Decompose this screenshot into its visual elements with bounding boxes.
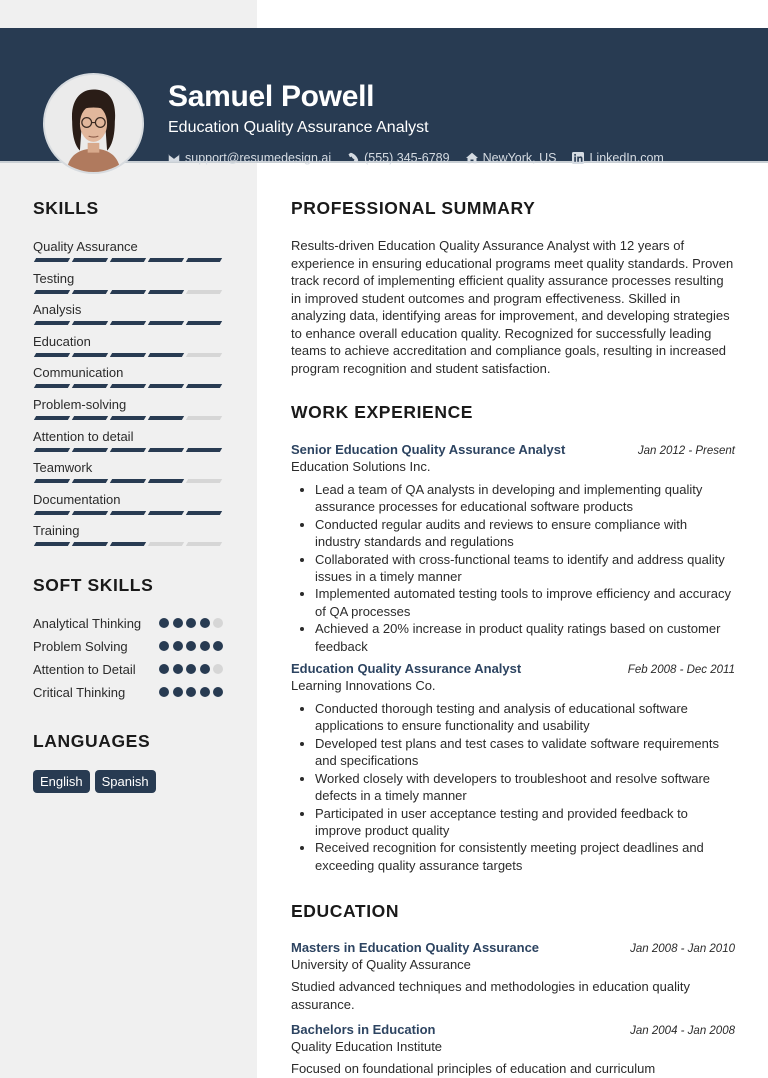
level-segment [110, 511, 146, 515]
skill-name: Problem-solving [33, 396, 127, 412]
job-bullet: • Received recognition for consistently meeting project deadlines and exceeding quality assurance targets [315, 839, 735, 874]
job-date: Feb 2008 - Dec 2011 [627, 664, 735, 677]
job-role: Senior Education Quality Assurance Analyst [291, 442, 566, 457]
level-segment [72, 384, 108, 388]
home-icon [466, 152, 478, 164]
rating-dot-icon [213, 664, 223, 674]
rating-dot-icon [173, 664, 183, 674]
avatar [43, 73, 144, 174]
level-segment [110, 353, 146, 357]
skill-level-bar [33, 448, 228, 452]
level-segment [186, 479, 222, 483]
skills-list [33, 239, 228, 555]
level-segment [34, 384, 70, 388]
level-segment [148, 321, 184, 325]
contact-email-text: support@resumedesign.ai [185, 151, 332, 165]
profile-photo-icon [45, 75, 142, 172]
level-segment [72, 290, 108, 294]
education-degree: Bachelors in Education [291, 1022, 436, 1038]
contact-phone-text: (555) 345-6789 [364, 151, 450, 165]
job-company: Learning Innovations Co. [291, 678, 436, 694]
language-badge: Spanish [95, 770, 156, 793]
contact-location [466, 151, 557, 165]
job-bullet: • Collaborated with cross-functional teams to identify and address quality issues in a timely manner [315, 551, 735, 586]
level-segment [186, 353, 222, 357]
candidate-name: Samuel Powell [168, 80, 375, 113]
level-segment [34, 448, 70, 452]
soft-skill-name: Critical Thinking [33, 684, 126, 700]
level-segment [148, 290, 184, 294]
soft-skills-heading: SOFT SKILLS [33, 574, 154, 595]
soft-skills-list [33, 615, 228, 701]
skill-item [33, 302, 228, 334]
soft-skill-item [33, 684, 228, 701]
rating-dot-icon [213, 687, 223, 697]
level-segment [148, 511, 184, 515]
level-segment [72, 416, 108, 420]
rating-dot-icon [200, 664, 210, 674]
soft-skill-item [33, 638, 228, 655]
envelope-icon [168, 152, 180, 164]
skill-level-bar [33, 479, 228, 483]
job-bullet: • Developed test plans and test cases to validate software requirements and specifications [315, 735, 735, 770]
rating-dot-icon [186, 687, 196, 697]
rating-dot-icon [186, 618, 196, 628]
level-segment [34, 511, 70, 515]
soft-skill-rating [159, 661, 223, 674]
contact-email[interactable] [168, 151, 331, 165]
skill-name: Testing [33, 270, 75, 286]
rating-dot-icon [186, 641, 196, 651]
level-segment [72, 258, 108, 262]
skill-name: Analysis [33, 302, 82, 318]
level-segment [72, 448, 108, 452]
skill-level-bar [33, 511, 228, 515]
sidebar [33, 198, 228, 793]
level-segment [148, 448, 184, 452]
level-segment [148, 384, 184, 388]
job-bullet: • Achieved a 20% increase in product quality ratings based on customer feedback [315, 620, 735, 655]
level-segment [72, 353, 108, 357]
rating-dot-icon [186, 664, 196, 674]
rating-dot-icon [213, 641, 223, 651]
skill-level-bar [33, 384, 228, 388]
rating-dot-icon [213, 618, 223, 628]
level-segment [148, 542, 184, 546]
rating-dot-icon [200, 641, 210, 651]
level-segment [110, 258, 146, 262]
skill-level-bar [33, 321, 228, 325]
level-segment [186, 416, 222, 420]
job-entry [291, 442, 735, 655]
level-segment [186, 448, 222, 452]
rating-dot-icon [173, 618, 183, 628]
rating-dot-icon [159, 618, 169, 628]
education-school: Quality Education Institute [291, 1039, 443, 1055]
contact-location-text: NewYork, US [482, 151, 557, 165]
contact-linkedin-text: LinkedIn.com [589, 151, 664, 165]
skill-item [33, 365, 228, 397]
skills-heading: SKILLS [33, 198, 99, 218]
skill-item [33, 271, 228, 303]
job-bullet: • Lead a team of QA analysts in developing and implementing quality assurance processes for educational software products [315, 481, 735, 516]
contact-phone[interactable] [347, 151, 449, 165]
skill-item [33, 460, 228, 492]
education-description: Studied advanced techniques and methodologies in education quality assurance. [291, 979, 690, 1012]
skill-name: Attention to detail [33, 428, 134, 444]
level-segment [110, 321, 146, 325]
rating-dot-icon [173, 641, 183, 651]
contact-bar [168, 151, 664, 165]
level-segment [148, 479, 184, 483]
rating-dot-icon [200, 618, 210, 628]
work-heading: WORK EXPERIENCE [291, 402, 474, 422]
level-segment [186, 384, 222, 388]
education-date: Jan 2004 - Jan 2008 [630, 1025, 735, 1038]
soft-skill-name: Attention to Detail [33, 661, 136, 677]
soft-skill-name: Analytical Thinking [33, 615, 142, 631]
level-segment [186, 511, 222, 515]
job-header [291, 442, 735, 457]
summary-heading: PROFESSIONAL SUMMARY [291, 198, 536, 218]
job-company: Education Solutions Inc. [291, 459, 431, 474]
main-content [291, 198, 735, 1078]
level-segment [110, 542, 146, 546]
education-heading: EDUCATION [291, 901, 400, 922]
level-segment [110, 416, 146, 420]
soft-skill-item [33, 615, 228, 632]
skill-item [33, 334, 228, 366]
job-bullets [291, 481, 735, 655]
skill-level-bar [33, 542, 228, 546]
level-segment [72, 479, 108, 483]
skill-name: Education [33, 333, 91, 349]
level-segment [34, 290, 70, 294]
skill-item [33, 492, 228, 524]
rating-dot-icon [159, 641, 169, 651]
job-header [291, 661, 735, 676]
soft-skill-name: Problem Solving [33, 638, 128, 654]
rating-dot-icon [200, 687, 210, 697]
linkedin-icon [572, 152, 584, 164]
contact-linkedin[interactable] [572, 151, 663, 165]
job-bullet: • Conducted thorough testing and analysis of educational software applications to ensure functionality and usability [315, 700, 735, 735]
soft-skill-rating [159, 638, 223, 651]
education-entry [291, 1022, 735, 1078]
education-header [291, 1022, 735, 1037]
skill-name: Documentation [33, 491, 121, 507]
skill-name: Training [33, 523, 80, 539]
job-bullet: • Implemented automated testing tools to improve efficiency and accuracy of QA processes [315, 585, 735, 620]
work-list [291, 442, 735, 874]
rating-dot-icon [173, 687, 183, 697]
soft-skill-item [33, 661, 228, 678]
level-segment [186, 258, 222, 262]
skill-level-bar [33, 290, 228, 294]
job-bullet: • Worked closely with developers to troubleshoot and resolve software defects in a timely manner [315, 770, 735, 805]
level-segment [72, 321, 108, 325]
skill-level-bar [33, 416, 228, 420]
job-bullet: • Participated in user acceptance testing and provided feedback to improve product quality [315, 805, 735, 840]
skill-level-bar [33, 353, 228, 357]
level-segment [148, 353, 184, 357]
level-segment [34, 353, 70, 357]
education-date: Jan 2008 - Jan 2010 [630, 943, 735, 956]
level-segment [186, 321, 222, 325]
level-segment [72, 542, 108, 546]
education-degree: Masters in Education Quality Assurance [291, 940, 540, 956]
level-segment [148, 258, 184, 262]
level-segment [110, 479, 146, 483]
languages-heading: LANGUAGES [33, 730, 151, 751]
soft-skill-rating [159, 684, 223, 697]
skill-item [33, 523, 228, 555]
education-school: University of Quality Assurance [291, 957, 471, 973]
level-segment [110, 384, 146, 388]
skill-name: Teamwork [33, 460, 93, 476]
education-entry [291, 940, 735, 1013]
education-header [291, 940, 735, 955]
level-segment [148, 416, 184, 420]
skill-level-bar [33, 258, 228, 262]
rating-dot-icon [159, 664, 169, 674]
candidate-title: Education Quality Assurance Analyst [168, 119, 429, 136]
summary-text: Results-driven Education Quality Assurance Analyst with 12 years of experience in ensuring educational programs meet quality standards. Proven track record of implementing efficient quality assurance processes resulting in improved student outcomes and program effectiveness. Skilled in analyzing data, identifying areas for improvement, and developing strategies to enhance overall education quality. Recognized for successfully leading teams to achieve accreditation and compliance goals, resulting in increased program recognition and student satisfaction. [291, 238, 734, 376]
job-entry [291, 661, 735, 874]
language-badge: English [33, 770, 90, 793]
skill-item [33, 239, 228, 271]
level-segment [186, 290, 222, 294]
skill-name: Communication [33, 365, 124, 381]
job-date: Jan 2012 - Present [637, 445, 735, 457]
level-segment [110, 290, 146, 294]
level-segment [34, 258, 70, 262]
soft-skill-rating [159, 615, 223, 628]
education-description: Focused on foundational principles of education and curriculum [291, 1061, 656, 1077]
level-segment [34, 321, 70, 325]
skill-item [33, 429, 228, 461]
languages-list [33, 770, 228, 793]
skill-item [33, 397, 228, 429]
education-list [291, 940, 735, 1078]
level-segment [186, 542, 222, 546]
level-segment [34, 416, 70, 420]
job-role: Education Quality Assurance Analyst [291, 661, 522, 677]
job-bullets [291, 700, 735, 874]
level-segment [34, 542, 70, 546]
resume-header [0, 28, 768, 163]
level-segment [72, 511, 108, 515]
job-bullet: • Conducted regular audits and reviews to ensure compliance with industry standards and regulations [315, 516, 735, 551]
level-segment [34, 479, 70, 483]
skill-name: Quality Assurance [33, 239, 138, 254]
rating-dot-icon [159, 687, 169, 697]
phone-icon [347, 152, 359, 164]
level-segment [110, 448, 146, 452]
